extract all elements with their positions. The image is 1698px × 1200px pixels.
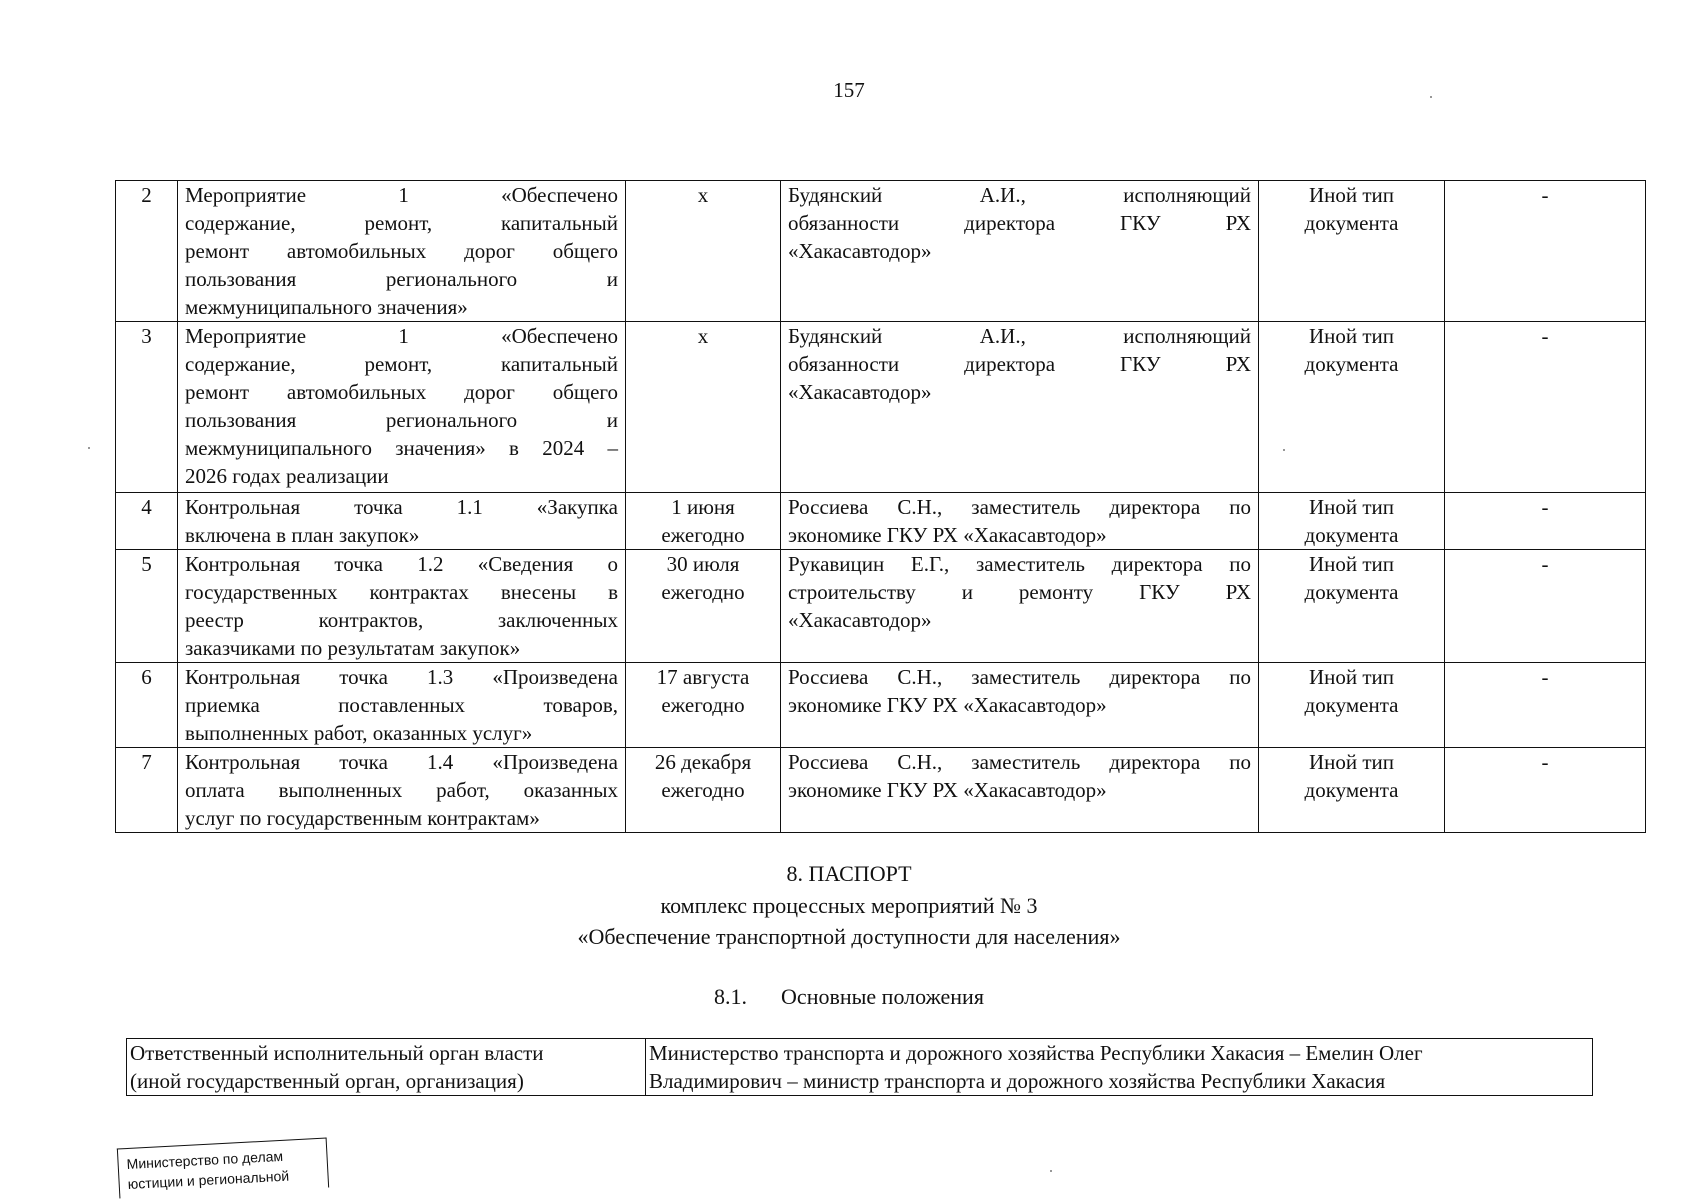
event-name-line: услуг по государственным контрактам» bbox=[185, 806, 540, 830]
passport-heading: 8. ПАСПОРТ bbox=[786, 861, 912, 886]
passport-subheading: комплекс процессных мероприятий № 3 bbox=[660, 893, 1038, 918]
link-cell: - bbox=[1445, 550, 1646, 663]
table-row bbox=[127, 1039, 1593, 1096]
positions-table bbox=[126, 1038, 1593, 1096]
event-name-line: пользования регионального и bbox=[185, 408, 618, 432]
event-name-cell bbox=[178, 550, 626, 663]
event-name-cell bbox=[178, 322, 626, 493]
event-name-cell bbox=[178, 493, 626, 550]
link-cell: - bbox=[1445, 493, 1646, 550]
deadline-cell: 26 декабря ежегодно bbox=[626, 748, 781, 833]
responsible-line: «Хакасавтодор» bbox=[788, 239, 932, 263]
responsible-cell bbox=[781, 493, 1259, 550]
event-name-cell bbox=[178, 663, 626, 748]
table-row bbox=[116, 550, 1646, 663]
event-name-line: пользования регионального и bbox=[185, 267, 618, 291]
row-number-cell: 5 bbox=[116, 550, 178, 663]
scan-speck bbox=[1050, 1170, 1052, 1172]
event-name-line: оплата выполненных работ, оказанных bbox=[185, 778, 618, 802]
responsible-cell bbox=[781, 748, 1259, 833]
deadline-cell: х bbox=[626, 181, 781, 322]
passport-title: «Обеспечение транспортной доступности для населения» bbox=[577, 924, 1121, 949]
row-number-cell: 7 bbox=[116, 748, 178, 833]
responsible-cell bbox=[781, 181, 1259, 322]
responsible-line: экономике ГКУ РХ «Хакасавтодор» bbox=[788, 693, 1107, 717]
responsible-cell bbox=[781, 663, 1259, 748]
event-name-line: 2026 годах реализации bbox=[185, 464, 389, 488]
responsible-line: «Хакасавтодор» bbox=[788, 380, 932, 404]
row-number-cell: 4 bbox=[116, 493, 178, 550]
event-name-line: заказчиками по результатам закупок» bbox=[185, 636, 521, 660]
document-type-cell: Иной тип документа bbox=[1259, 493, 1445, 550]
positions-value-cell bbox=[646, 1039, 1593, 1096]
document-type-cell: Иной тип документа bbox=[1259, 322, 1445, 493]
event-name-line: Контрольная точка 1.4 «Произведена bbox=[185, 750, 618, 774]
scan-speck bbox=[88, 447, 90, 449]
deadline-cell: 30 июля ежегодно bbox=[626, 550, 781, 663]
section-title: Основные положения bbox=[781, 984, 984, 1009]
page-number: 157 bbox=[833, 78, 865, 102]
event-name-line: межмуниципального значения» bbox=[185, 295, 468, 319]
table-row bbox=[116, 493, 1646, 550]
section-heading bbox=[0, 982, 1698, 1011]
table-row bbox=[116, 181, 1646, 322]
responsible-cell bbox=[781, 322, 1259, 493]
responsible-line: экономике ГКУ РХ «Хакасавтодор» bbox=[788, 523, 1107, 547]
positions-label-cell bbox=[127, 1039, 646, 1096]
event-name-line: приемка поставленных товаров, bbox=[185, 693, 618, 717]
link-cell: - bbox=[1445, 181, 1646, 322]
document-type-cell: Иной тип документа bbox=[1259, 663, 1445, 748]
responsible-line: Россиева С.Н., заместитель директора по bbox=[788, 665, 1251, 689]
row-number-cell: 6 bbox=[116, 663, 178, 748]
row-number-cell: 2 bbox=[116, 181, 178, 322]
link-cell: - bbox=[1445, 663, 1646, 748]
event-name-line: Контрольная точка 1.1 «Закупка bbox=[185, 495, 618, 519]
event-name-line: государственных контрактах внесены в bbox=[185, 580, 618, 604]
responsible-line: Будянский А.И., исполняющий bbox=[788, 324, 1251, 348]
link-cell: - bbox=[1445, 748, 1646, 833]
responsible-line: Россиева С.Н., заместитель директора по bbox=[788, 750, 1251, 774]
event-name-line: Контрольная точка 1.3 «Произведена bbox=[185, 665, 618, 689]
event-name-line: выполненных работ, оказанных услуг» bbox=[185, 721, 533, 745]
event-name-cell bbox=[178, 748, 626, 833]
deadline-cell: 17 августа ежегодно bbox=[626, 663, 781, 748]
table-row bbox=[116, 748, 1646, 833]
event-name-line: включена в план закупок» bbox=[185, 523, 420, 547]
event-name-cell bbox=[178, 181, 626, 322]
responsible-cell bbox=[781, 550, 1259, 663]
registration-stamp bbox=[117, 1138, 329, 1199]
responsible-line: обязанности директора ГКУ РХ bbox=[788, 211, 1251, 235]
row-number-cell: 3 bbox=[116, 322, 178, 493]
event-name-line: Мероприятие 1 «Обеспечено bbox=[185, 183, 618, 207]
positions-label-line: (иной государственный орган, организация) bbox=[130, 1069, 524, 1093]
event-name-line: реестр контрактов, заключенных bbox=[185, 608, 618, 632]
table-row bbox=[116, 322, 1646, 493]
event-name-line: содержание, ремонт, капитальный bbox=[185, 352, 618, 376]
responsible-line: Рукавицин Е.Г., заместитель директора по bbox=[788, 552, 1251, 576]
event-name-line: межмуниципального значения» в 2024 – bbox=[185, 436, 618, 460]
document-type-cell: Иной тип документа bbox=[1259, 181, 1445, 322]
scan-speck bbox=[1430, 96, 1432, 98]
event-name-line: содержание, ремонт, капитальный bbox=[185, 211, 618, 235]
positions-value-line: Министерство транспорта и дорожного хозяйства Республики Хакасия – Емелин Олег bbox=[649, 1041, 1423, 1065]
responsible-line: обязанности директора ГКУ РХ bbox=[788, 352, 1251, 376]
responsible-line: строительству и ремонту ГКУ РХ bbox=[788, 580, 1251, 604]
responsible-line: экономике ГКУ РХ «Хакасавтодор» bbox=[788, 778, 1107, 802]
responsible-line: «Хакасавтодор» bbox=[788, 608, 932, 632]
events-table bbox=[115, 180, 1646, 833]
event-name-line: ремонт автомобильных дорог общего bbox=[185, 239, 618, 263]
stamp-line: юстиции и региональной bbox=[127, 1167, 290, 1192]
table-row bbox=[116, 663, 1646, 748]
responsible-line: Будянский А.И., исполняющий bbox=[788, 183, 1251, 207]
events-table-body bbox=[116, 181, 1646, 833]
positions-value-line: Владимирович – министр транспорта и дорожного хозяйства Республики Хакасия bbox=[649, 1069, 1386, 1093]
stamp-line: Министерство по делам bbox=[126, 1147, 284, 1173]
scan-speck bbox=[1283, 449, 1285, 451]
document-type-cell: Иной тип документа bbox=[1259, 748, 1445, 833]
link-cell: - bbox=[1445, 322, 1646, 493]
positions-label-line: Ответственный исполнительный орган власти bbox=[130, 1041, 544, 1065]
responsible-line: Россиева С.Н., заместитель директора по bbox=[788, 495, 1251, 519]
event-name-line: ремонт автомобильных дорог общего bbox=[185, 380, 618, 404]
event-name-line: Контрольная точка 1.2 «Сведения о bbox=[185, 552, 618, 576]
deadline-cell: х bbox=[626, 322, 781, 493]
document-type-cell: Иной тип документа bbox=[1259, 550, 1445, 663]
event-name-line: Мероприятие 1 «Обеспечено bbox=[185, 324, 618, 348]
deadline-cell: 1 июня ежегодно bbox=[626, 493, 781, 550]
section-number: 8.1. bbox=[714, 984, 748, 1009]
